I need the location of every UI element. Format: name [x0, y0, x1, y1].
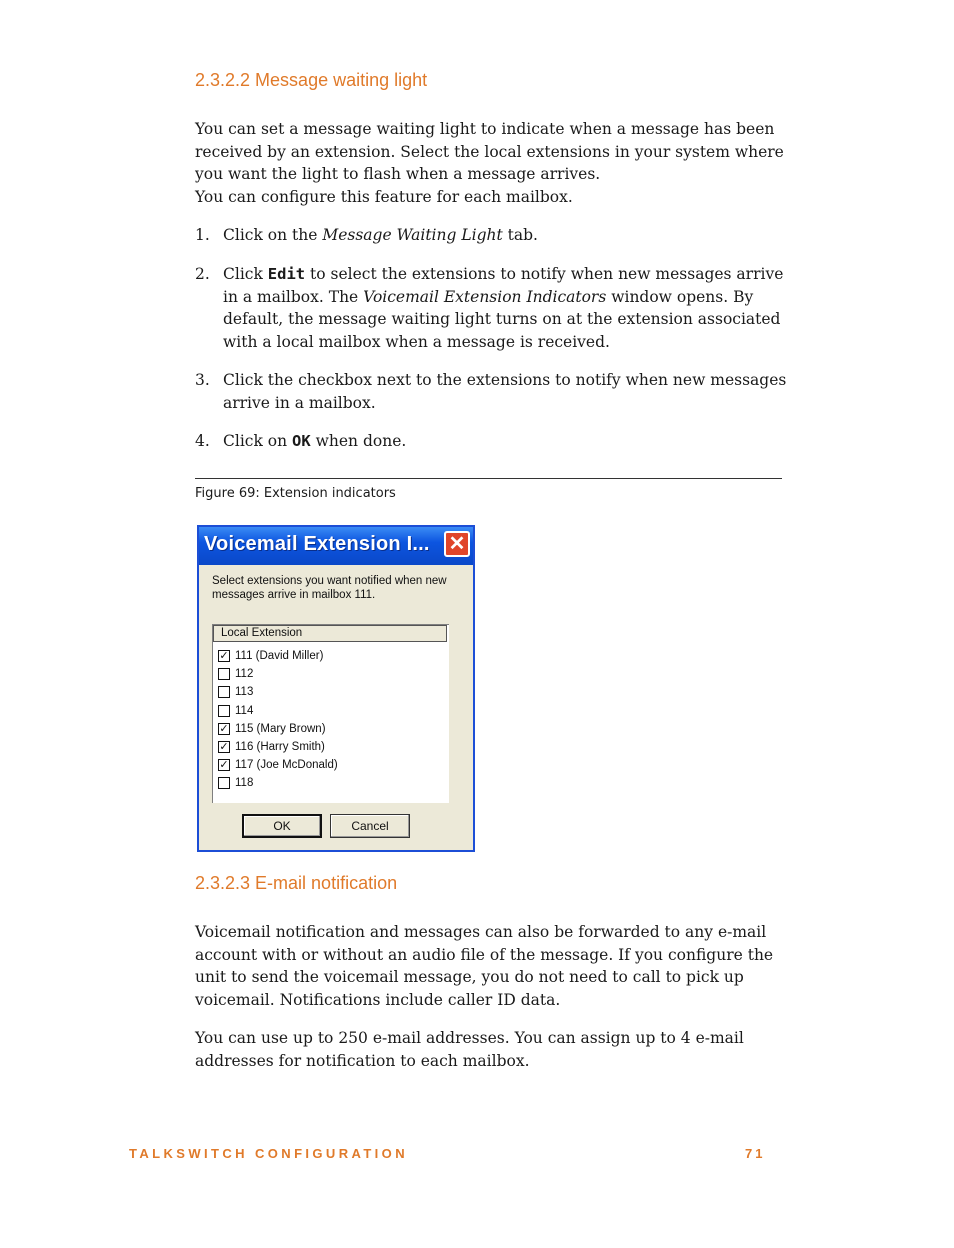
extension-row[interactable] [218, 647, 323, 665]
voicemail-extension-dialog [197, 525, 475, 852]
extension-label: 115 (Mary Brown) [235, 722, 326, 735]
extension-row[interactable] [218, 738, 325, 756]
step-text-run: to select the extensions to notify when new messages arrive in a mailbox. The [223, 265, 784, 306]
extension-label: 117 (Joe McDonald) [235, 759, 338, 772]
step-text-run: Click on [223, 432, 293, 450]
step-number: 1. [195, 226, 210, 244]
email-paragraph-1 [195, 921, 795, 1011]
email-paragraph-2 [195, 1027, 795, 1072]
extension-label: 113 [235, 686, 254, 699]
checkbox-checked-icon[interactable]: ✓ [219, 649, 229, 662]
step-text-run: window opens. By default, the message waiting light turns on at the extension associated with a local mailbox when a message is received. [223, 287, 781, 351]
step-text-run: Click [223, 265, 268, 283]
extension-row[interactable] [218, 683, 253, 701]
extension-list[interactable] [212, 624, 449, 803]
emphasis-text: Message Waiting Light [322, 226, 503, 244]
extension-label: 111 (David Miller) [235, 650, 324, 662]
intro-line: You can configure this feature for each mailbox. [195, 187, 573, 206]
step-number: 3. [195, 371, 210, 389]
footer-title: TALKSWITCH CONFIGURATION [129, 1146, 408, 1161]
step-number: 2. [195, 265, 210, 283]
checkbox-checked-icon[interactable]: ✓ [219, 758, 229, 772]
ok-button[interactable]: OK [242, 814, 322, 838]
figure-caption: Figure 69: Extension indicators [195, 486, 396, 501]
figure-divider [195, 478, 782, 479]
extension-label: 118 [235, 777, 254, 790]
section-heading-message-waiting: 2.3.2.2 Message waiting light [195, 70, 428, 90]
extension-row[interactable] [218, 756, 338, 774]
intro-line: You can set a message waiting light to indicate when a message has been [195, 120, 775, 138]
extension-label: 116 (Harry Smith) [235, 741, 325, 753]
paragraph-line: voicemail. Notifications include caller ID data. [195, 990, 561, 1009]
extension-row[interactable] [218, 774, 253, 792]
extension-label: 112 [235, 668, 254, 681]
step-number: 4. [195, 432, 210, 450]
instruction-line: messages arrive in mailbox 111. [212, 589, 376, 601]
step-text-run: Click on the [223, 226, 323, 244]
ui-term: Edit [267, 265, 306, 283]
step-text [223, 369, 788, 414]
checkbox-unchecked-icon[interactable] [218, 686, 230, 698]
paragraph-line: account with or without an audio file of the message. If you configure the [195, 945, 774, 964]
step-text-run: tab. [502, 226, 538, 244]
page-number: 71 [745, 1146, 766, 1161]
dialog-instructions [212, 574, 462, 602]
ui-term: OK [292, 432, 311, 450]
dialog-title-bar[interactable] [199, 527, 473, 565]
step-text [223, 263, 788, 353]
checkbox-unchecked-icon[interactable] [218, 668, 230, 680]
checkbox-unchecked-icon[interactable] [218, 705, 230, 717]
column-header-local-extension[interactable]: Local Extension [213, 625, 447, 642]
extension-row[interactable] [218, 665, 253, 683]
intro-paragraph [195, 118, 795, 208]
checkbox-checked-icon[interactable]: ✓ [219, 721, 229, 735]
checkbox-checked-icon[interactable]: ✓ [219, 740, 229, 753]
extension-row[interactable] [218, 702, 253, 720]
extension-row[interactable] [218, 720, 326, 738]
checkbox-unchecked-icon[interactable] [218, 777, 230, 789]
extension-label: 114 [235, 704, 254, 717]
step-text-run: Click the checkbox next to the extensions to notify when new messages arrive in a mailbox. [223, 371, 787, 412]
close-icon[interactable]: ✕ [444, 531, 470, 557]
paragraph-line: You can use up to 250 e-mail addresses. You can assign up to 4 e-mail [195, 1029, 744, 1047]
paragraph-line: Voicemail notification and messages can also be forwarded to any e-mail [195, 923, 767, 941]
section-heading-email-notification: 2.3.2.3 E-mail notification [195, 873, 398, 893]
intro-line: received by an extension. Select the local extensions in your system where [195, 142, 784, 161]
paragraph-line: unit to send the voicemail message, you do not need to call to pick up [195, 968, 744, 987]
step-text-run: when done. [310, 432, 407, 450]
paragraph-line: addresses for notification to each mailbox. [195, 1051, 530, 1070]
instruction-line: Select extensions you want notified when new [212, 575, 447, 587]
emphasis-text: Voicemail Extension Indicators [363, 287, 607, 306]
cancel-button[interactable]: Cancel [330, 814, 410, 838]
intro-line: you want the light to flash when a message arrives. [195, 165, 601, 184]
step-text [223, 430, 788, 453]
step-text [223, 224, 788, 247]
dialog-title: Voicemail Extension I... [204, 533, 430, 555]
